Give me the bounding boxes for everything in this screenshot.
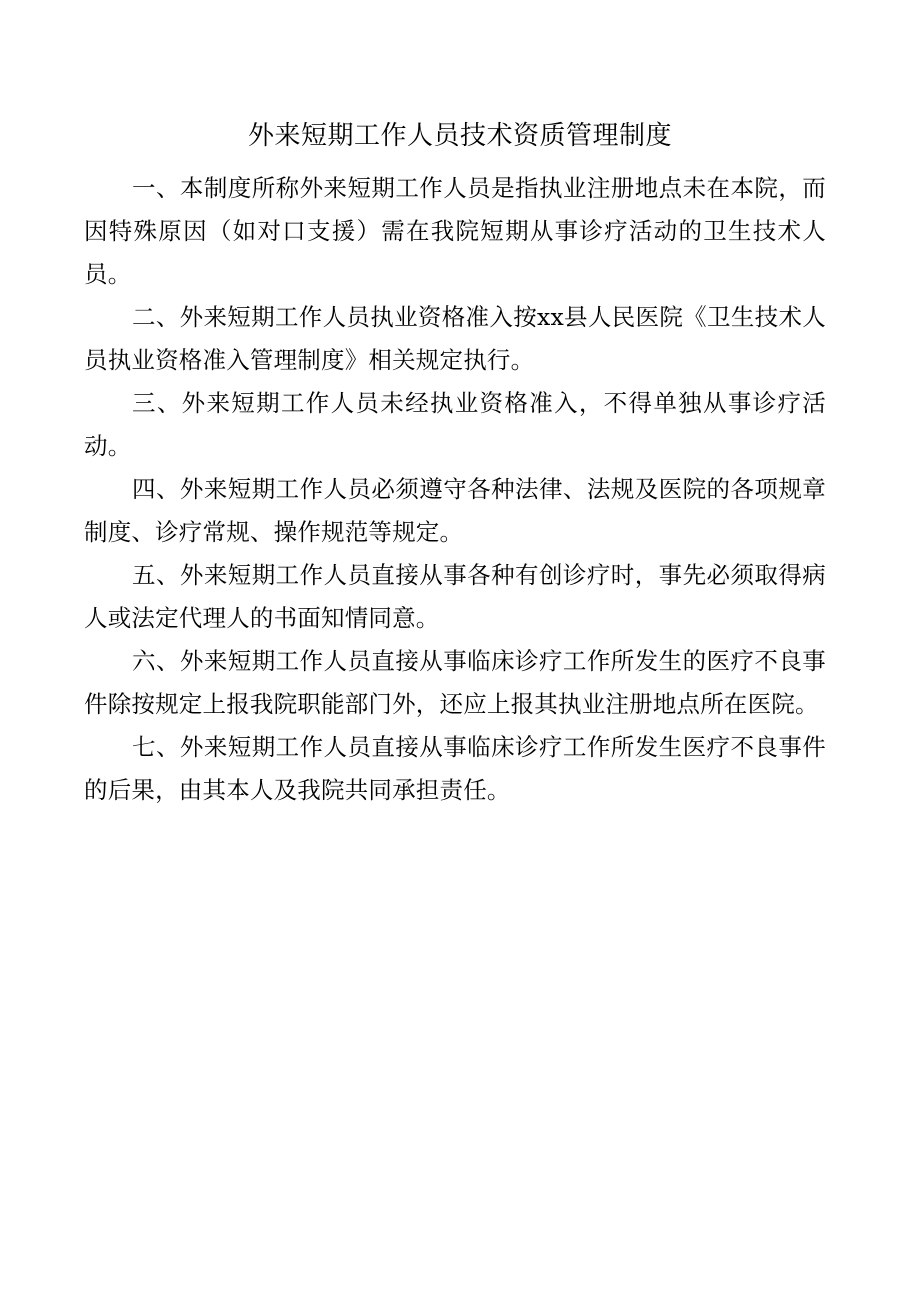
clause-5: 五、外来短期工作人员直接从事各种有创诊疗时，事先必须取得病人或法定代理人的书面知情同意。 [84,561,826,632]
document-body [84,167,826,812]
clause-3: 三、外来短期工作人员未经执业资格准入，不得单独从事诊疗活动。 [84,389,826,460]
clause-2: 二、外来短期工作人员执业资格准入按xx县人民医院《卫生技术人员执业资格准入管理制度》相关规定执行。 [84,303,826,374]
document-title: 外来短期工作人员技术资质管理制度 [247,121,672,151]
clause-4: 四、外来短期工作人员必须遵守各种法律、法规及医院的各项规章制度、诊疗常规、操作规范等规定。 [84,475,826,546]
clause-7: 七、外来短期工作人员直接从事临床诊疗工作所发生医疗不良事件的后果，由其本人及我院共同承担责任。 [84,733,826,804]
clause-6: 六、外来短期工作人员直接从事临床诊疗工作所发生的医疗不良事件除按规定上报我院职能部门外，还应上报其执业注册地点所在医院。 [84,647,826,718]
clause-1: 一、本制度所称外来短期工作人员是指执业注册地点未在本院，而因特殊原因（如对口支援）需在我院短期从事诊疗活动的卫生技术人员。 [84,174,826,288]
